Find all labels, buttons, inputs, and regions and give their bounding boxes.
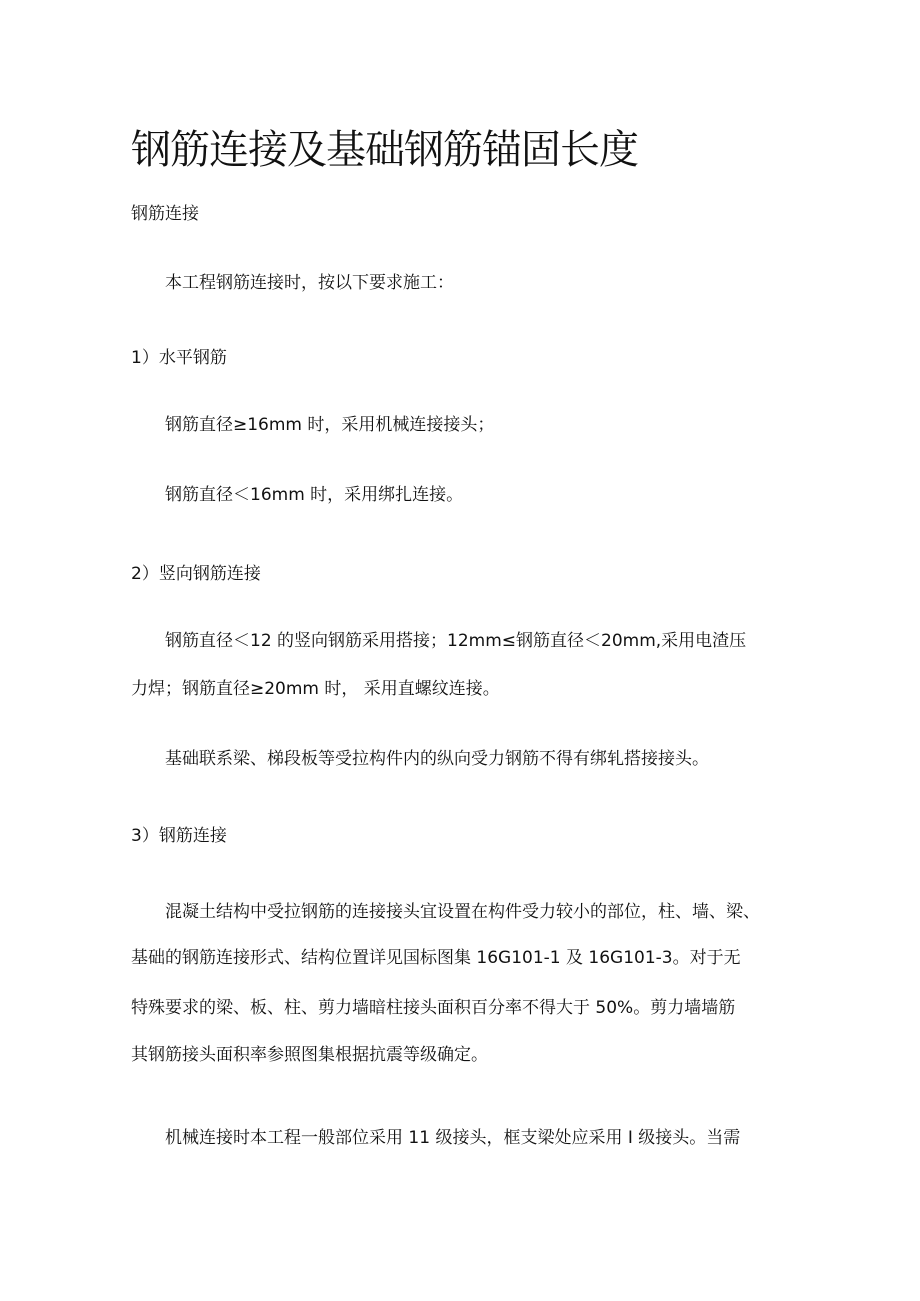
item3-heading: 3）钢筋连接 <box>131 826 227 846</box>
item3-para-line3: 特殊要求的梁、板、柱、剪力墙暗柱接头面积百分率不得大于 50%。剪力墙墙筋 <box>131 998 736 1018</box>
item1-heading: 1）水平钢筋 <box>131 348 227 368</box>
item2-heading: 2）竖向钢筋连接 <box>131 564 261 584</box>
item1-line2: 钢筋直径＜16mm 时，采用绑扎连接。 <box>165 485 464 505</box>
item3-para-line4: 其钢筋接头面积率参照图集根据抗震等级确定。 <box>131 1045 488 1065</box>
document-title: 钢筋连接及基础钢筋锚固长度 <box>131 127 638 173</box>
item3-para2-line1: 机械连接时本工程一般部位采用 11 级接头，框支梁处应采用 I 级接头。当需 <box>165 1128 741 1148</box>
section-heading: 钢筋连接 <box>131 204 199 224</box>
item2-para-line1: 钢筋直径＜12 的竖向钢筋采用搭接；12mm≤钢筋直径＜20mm,采用电渣压 <box>165 631 747 651</box>
item3-para-line2: 基础的钢筋连接形式、结构位置详见国标图集 16G101-1 及 16G101-3。对于无 <box>131 948 741 968</box>
item1-line1: 钢筋直径≥16mm 时，采用机械连接接头； <box>165 415 495 435</box>
intro-paragraph: 本工程钢筋连接时，按以下要求施工： <box>165 273 454 293</box>
item2-note: 基础联系梁、梯段板等受拉构件内的纵向受力钢筋不得有绑轧搭接接头。 <box>165 749 709 769</box>
item2-para-line2: 力焊；钢筋直径≥20mm 时， 采用直螺纹连接。 <box>131 679 500 699</box>
item3-para-line1: 混凝土结构中受拉钢筋的连接接头宜设置在构件受力较小的部位，柱、墙、梁、 <box>165 902 760 922</box>
